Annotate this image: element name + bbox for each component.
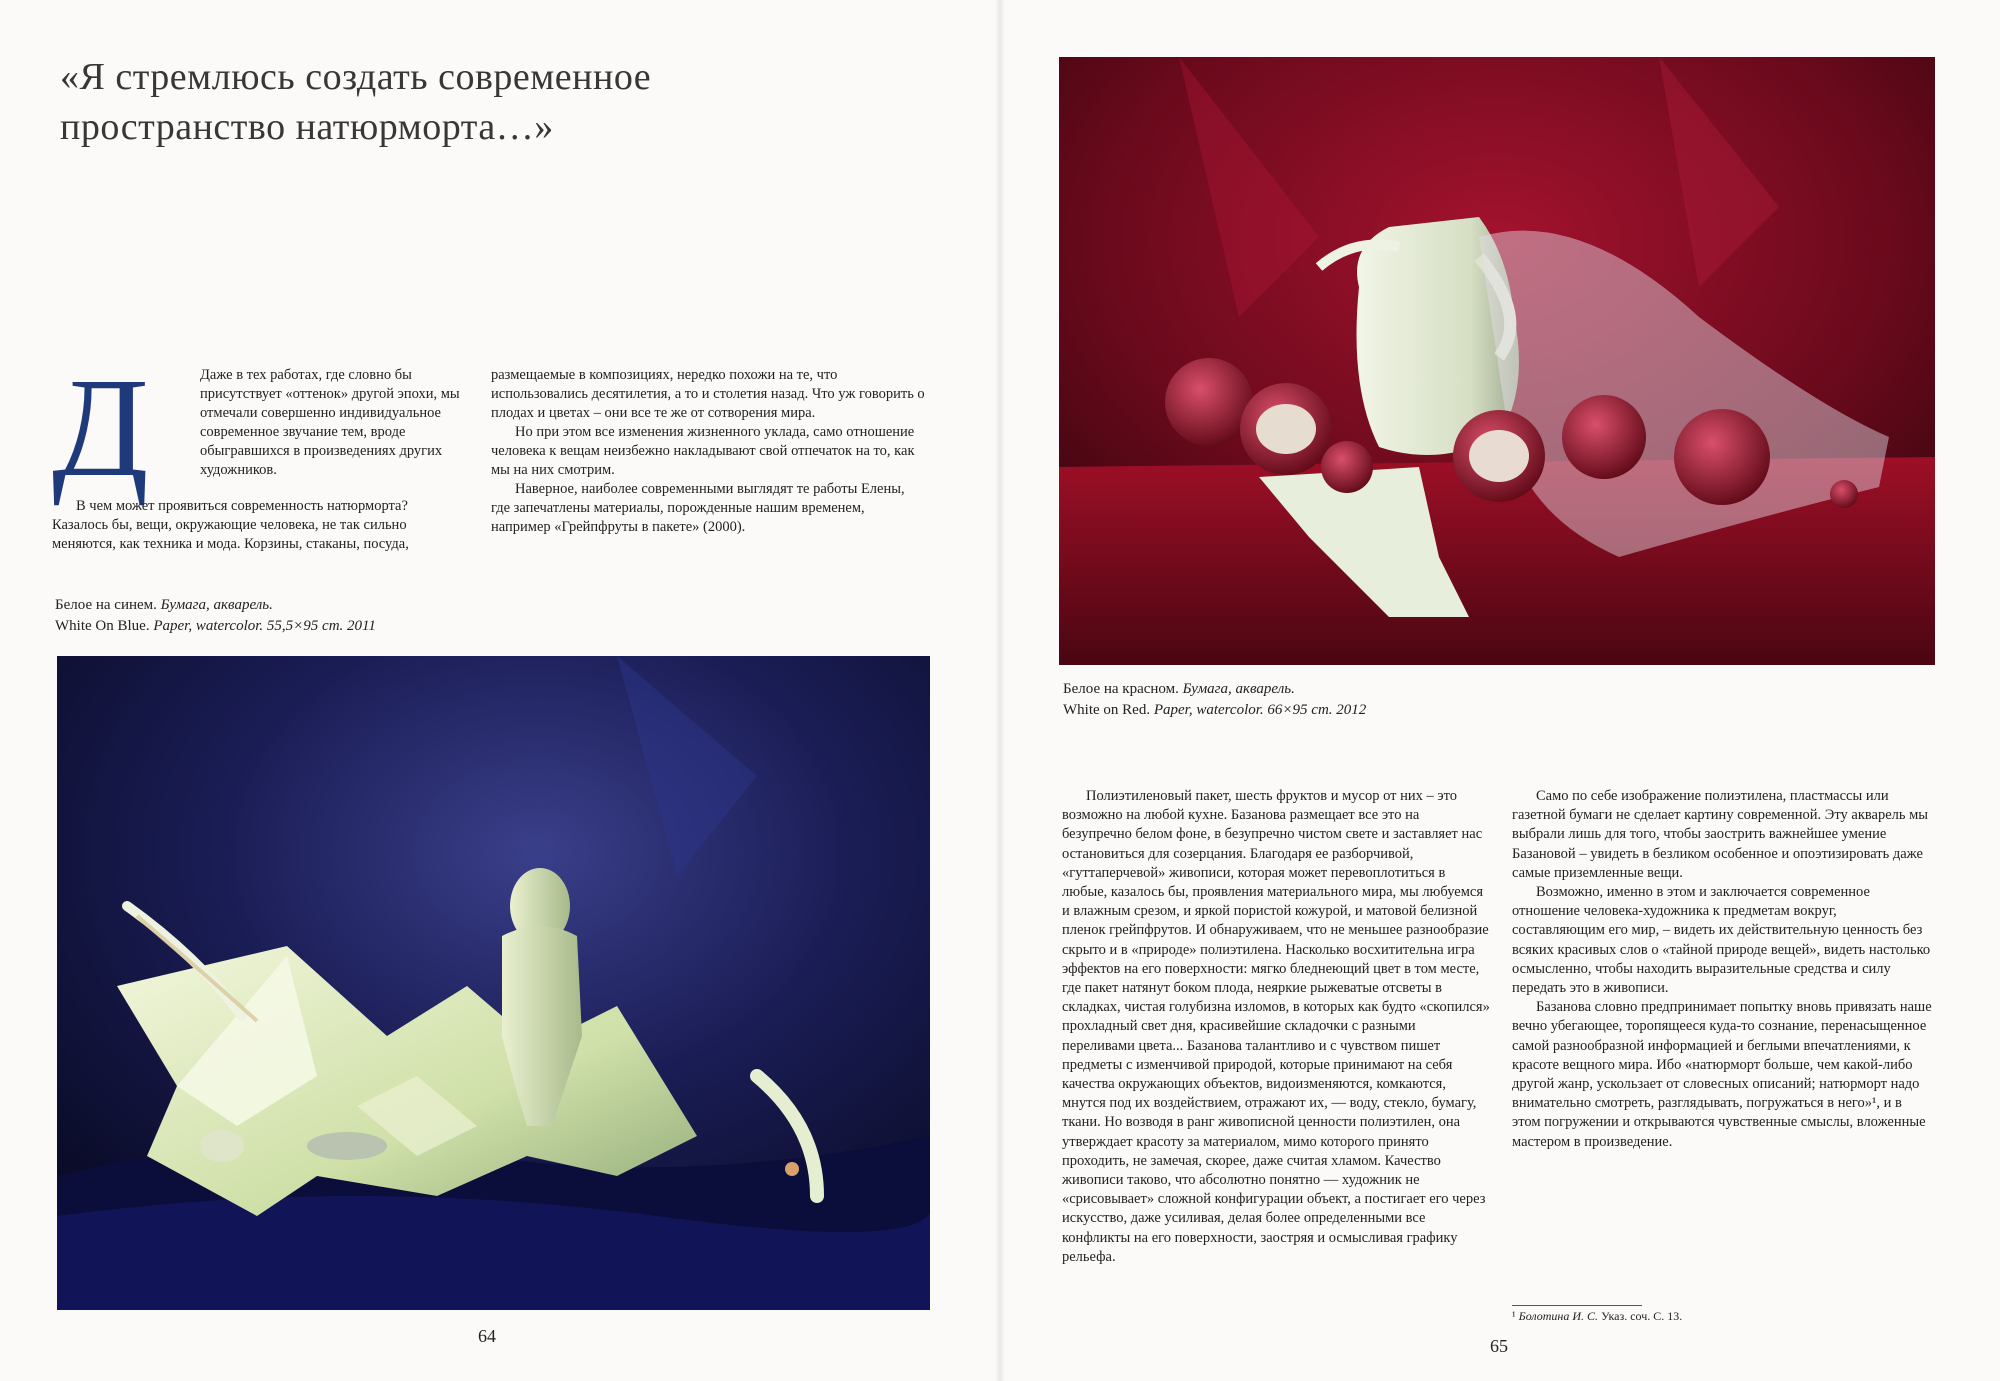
paragraph: размещаемые в композициях, нередко похожи на те, что использовались десятилетия, а то и столетия назад. Что уж говорить о плодах и цветах – они все те же от сотворения мира. <box>491 367 925 421</box>
paragraph: Возможно, именно в этом и заключается современное отношение человека-художника к предметам вокруг, составляющим его мир, – видеть их действительную ценность без всяких красивых слов о «тайной природе вещей», видеть настолько осмысленно, чтобы находить выразительные средства и силу передать это в живописи. <box>1512 884 1931 997</box>
caption-title-en: White on Red. <box>1063 702 1151 718</box>
paragraph: Базанова словно предпринимает попытку вновь привязать наше вечно убегающее, торопящееся куда-то сознание, перенасыщенное самой разнообразной информацией и беглыми впечатлениями, к красоте вещного мира. Ибо «натюрморт больше, чем какой-либо другой жанр, ускользает от словесных описаний; натюрморт надо внимательно смотреть, разглядывать, погружаться в него»¹, и в этом погружении и открываются чувственные смыслы, вложенные мастером в произведение. <box>1512 999 1932 1150</box>
paragraph: Но при этом все изменения жизненного уклада, само отношение человека к вещам неизбежно накладывают свой отпечаток на то, как мы на них смотрим. <box>491 424 915 478</box>
footnote-divider <box>1512 1305 1642 1306</box>
right-second-column <box>1512 787 1932 1152</box>
paragraph: Само по себе изображение полиэтилена, пластмассы или газетной бумаги не сделает картину современной. Эту акварель мы выбрали лишь для того, чтобы заострить важнейшее умение Базановой – увидеть в безликом особенное и опоэтизировать даже самые приземленные вещи. <box>1512 788 1929 881</box>
caption-title: Белое на синем. <box>55 597 157 613</box>
left-second-column <box>491 366 927 537</box>
caption-line-russian <box>55 595 376 616</box>
page-number-right: 65 <box>1490 1336 1508 1356</box>
article-title: «Я стремлюсь создать современное пространство натюрморта…» <box>60 56 652 148</box>
footnote-reference: Указ. соч. С. 13. <box>1601 1309 1683 1323</box>
caption-title-en: White On Blue. <box>55 618 150 634</box>
footnote-mark: ¹ <box>1512 1309 1516 1323</box>
caption-medium-en: Paper, watercolor. 66×95 cm. 2012 <box>1153 702 1367 718</box>
intro-paragraph: Даже в тех работах, где словно бы присутствует «оттенок» другой эпохи, мы отмечали совершенно индивидуальное современное звучание тем, вроде обыгравшихся в произведениях других художников. <box>200 367 460 478</box>
caption-medium-en: Paper, watercolor. 55,5×95 cm. 2011 <box>153 618 376 634</box>
intro-continuation-paragraph: В чем может проявиться современность натюрморта? Казалось бы, вещи, окружающие человека, не так сильно меняются, как техника и мода. Корзины, стаканы, посуда, <box>52 498 409 552</box>
painting-white-on-blue <box>57 656 930 1310</box>
footnote <box>1512 1309 1682 1324</box>
paragraph: Полиэтиленовый пакет, шесть фруктов и мусор от них – это возможно на любой кухне. Базанова размещает все это на безупречно белом фоне, в безупречно чистом свете и заставляет нас остановиться для созерцания. Благодаря ее разборчивой, «гуттаперчевой» живописи, которая может перевоплотиться в любые, казалось бы, проявления материального мира, мы любуемся и влажным срезом, и яркой пористой кожурой, и матовой белизной пленок грейпфрутов. И обнаруживаем, что не меньшее разнообразие скрыто и в «природе» полиэтилена. Насколько восхитительна игра эффектов на его поверхности: мягко бледнеющий цвет в том месте, где пакет натянут боком плода, неяркие рыжеватые отсветы в складках, чистая голубизна изломов, в которых как будто «скопился» прохладный свет дня, красивейшие складочки с разными переливами цвета... Базанова талантливо и с чувством пишет предметы с изменчивой природой, которые принимают на себя качества окружающих объектов, видоизменяются, комкаются, мнутся под их воздействием, отражают их, — воду, стекло, бумагу, ткани. Но возводя в ранг живописной ценности полиэтилен, она утверждает красоту за материалом, мимо которого принято проходить, не замечая, скорее, даже считая хламом. Качество живописи таково, что абсолютно понятно — художник не «срисовывает» сложной конфигурации объект, а постигает его через искусство, даже усиливая, делая более определенными все конфликты на его поверхности, заостряя и осмысливая графику рельефа. <box>1062 788 1490 1265</box>
caption-line-english <box>1063 700 1366 721</box>
caption-line-english <box>55 616 376 637</box>
page-number-left: 64 <box>478 1326 496 1346</box>
caption-line-russian <box>1063 679 1366 700</box>
painting-white-on-red <box>1059 57 1935 665</box>
caption-title: Белое на красном. <box>1063 681 1179 697</box>
footnote-author: Болотина И. С. <box>1518 1309 1599 1323</box>
painting-caption-red <box>1063 679 1366 721</box>
intro-column <box>200 366 465 480</box>
drop-cap: Д <box>52 348 149 506</box>
caption-medium: Бумага, акварель. <box>160 597 273 613</box>
paragraph: Наверное, наиболее современными выглядят те работы Елены, где запечатлены материалы, порожденные нашим временем, например «Грейпфруты в пакете» (2000). <box>491 481 905 535</box>
right-first-column <box>1062 787 1490 1267</box>
caption-medium: Бумага, акварель. <box>1182 681 1295 697</box>
intro-continuation <box>52 497 464 554</box>
painting-caption-blue <box>55 595 376 637</box>
